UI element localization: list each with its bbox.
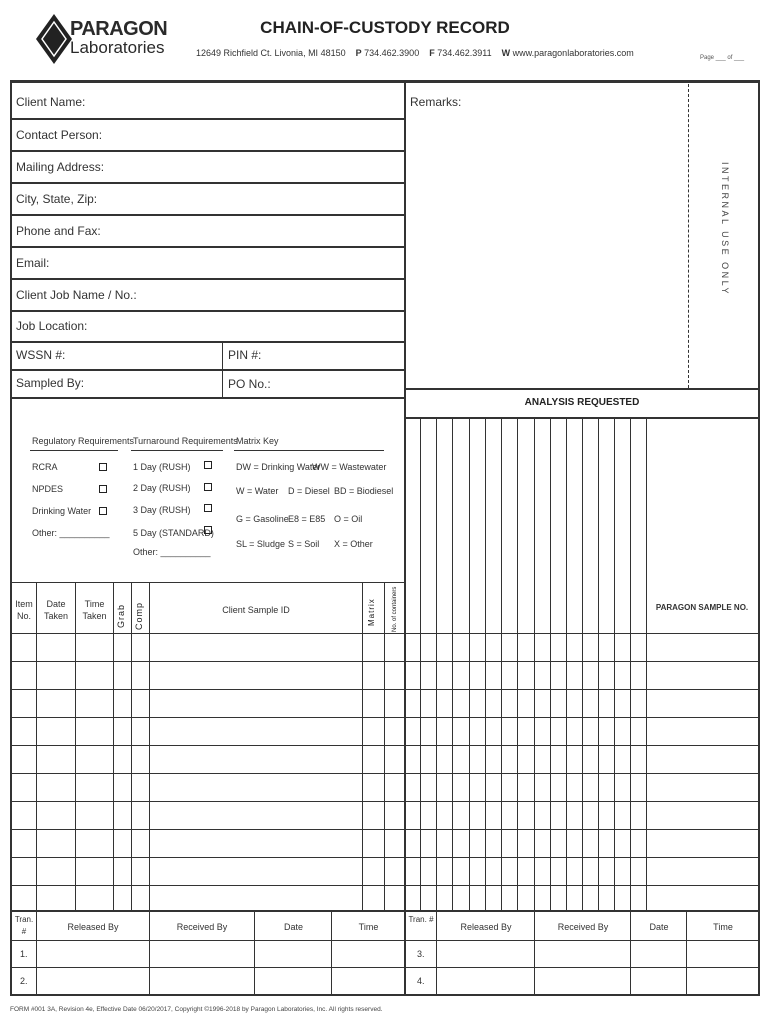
contact-person-field[interactable]: Contact Person: [16,128,103,142]
turnaround-1-day: 1 Day (RUSH) [133,462,191,472]
fax-label: F [429,48,435,58]
job-location-field[interactable]: Job Location: [16,319,88,333]
city-state-zip-field[interactable]: City, State, Zip: [16,192,98,206]
wssn-field[interactable]: WSSN #: [16,348,66,362]
matrix-key-g: G = Gasoline [236,514,289,524]
matrix-key-o: O = Oil [334,514,363,524]
turnaround-5-day-checkbox[interactable] [204,526,212,534]
client-sample-id-header: Client Sample ID [222,605,290,615]
lab-website: www.paragonlaboratories.com [512,48,634,58]
transfer-row-3: 3. [417,949,425,959]
date-header-right: Date [649,922,669,932]
transfer-row-1: 1. [20,949,28,959]
lab-phone: 734.462.3900 [364,48,420,58]
date-taken-header: Date Taken [43,599,69,621]
matrix-key-x: X = Other [334,539,373,549]
received-by-header-right: Received By [557,922,609,932]
containers-header: No. of containers [392,586,398,632]
paragon-sample-no-header: PARAGON SAMPLE NO. [655,603,749,612]
received-by-header-left: Received By [176,922,228,932]
web-label: W [501,48,511,58]
time-header-left: Time [358,922,379,932]
brand-name: PARAGON [70,18,168,40]
turnaround-3-day-checkbox[interactable] [204,504,212,512]
sampled-by-field[interactable]: Sampled By: [16,376,85,390]
po-number-field[interactable]: PO No.: [228,377,271,391]
analysis-requested-heading: ANALYSIS REQUESTED [524,397,640,408]
brand-subtitle: Laboratories [70,38,165,57]
phone-label: P [355,48,362,58]
lab-fax: 734.462.3911 [437,48,492,58]
regulatory-drinking-water: Drinking Water [32,506,92,516]
comp-header: Comp [134,601,144,630]
matrix-key-ww: WW = Wastewater [312,462,387,472]
email-field[interactable]: Email: [16,256,50,270]
turnaround-2-day-checkbox[interactable] [204,483,212,491]
matrix-key-w: W = Water [236,486,279,496]
turnaround-3-day: 3 Day (RUSH) [133,505,191,515]
phone-fax-field[interactable]: Phone and Fax: [16,224,101,238]
turnaround-1-day-checkbox[interactable] [204,461,212,469]
time-taken-header: Time Taken [82,599,107,621]
matrix-header: Matrix [367,598,376,626]
released-by-header-right: Released By [460,922,512,932]
transfer-row-2: 2. [20,976,28,986]
matrix-key-bd: BD = Biodiesel [334,486,394,496]
rcra-checkbox[interactable] [99,463,107,471]
mailing-address-field[interactable]: Mailing Address: [16,160,105,174]
matrix-key-s: S = Soil [288,539,320,549]
time-header-right: Time [713,922,733,932]
pin-field[interactable]: PIN #: [228,348,262,362]
matrix-key-dw: DW = Drinking Water [236,462,321,472]
client-job-name-field[interactable]: Client Job Name / No.: [16,288,137,302]
matrix-key-d: D = Diesel [288,486,330,496]
regulatory-rcra: RCRA [32,462,58,472]
regulatory-npdes: NPDES [32,484,64,494]
client-name-field[interactable]: Client Name: [16,95,86,109]
page-number: Page ___ of ___ [700,55,745,61]
turnaround-5-day: 5 Day (STANDARD) [133,528,214,538]
page-title: CHAIN-OF-CUSTODY RECORD [260,18,510,37]
internal-use-label: INTERNAL USE ONLY [720,162,730,297]
tran-header-left: Tran. # [14,915,34,936]
remarks-field[interactable]: Remarks: [410,95,462,109]
matrix-key-e8: E8 = E85 [288,514,326,524]
tran-header-right: Tran. # [408,915,434,924]
lab-contact-line [196,48,634,58]
lab-address: 12649 Richfield Ct. Livonia, MI 48150 [196,48,346,58]
npdes-checkbox[interactable] [99,485,107,493]
matrix-key-sl: SL = Sludge [236,539,285,549]
form-footer: FORM #001 3A, Revision 4e, Effective Date 06/20/2017, Copyright ©1996-2018 by Paragon Laboratories, Inc. All rights reserved. [10,1006,383,1013]
item-no-header: Item No. [15,599,33,621]
matrix-key-heading: Matrix Key [236,436,279,446]
regulatory-other[interactable]: Other: __________ [32,528,110,538]
transfer-row-4: 4. [417,976,425,986]
turnaround-other[interactable]: Other: __________ [133,547,211,557]
regulatory-heading: Regulatory Requirements [32,436,135,446]
date-header-left: Date [283,922,303,932]
drinking-water-checkbox[interactable] [99,507,107,515]
released-by-header-left: Released By [67,922,119,932]
grab-header: Grab [116,603,126,628]
turnaround-2-day: 2 Day (RUSH) [133,483,191,493]
turnaround-heading: Turnaround Requirements [133,436,238,446]
